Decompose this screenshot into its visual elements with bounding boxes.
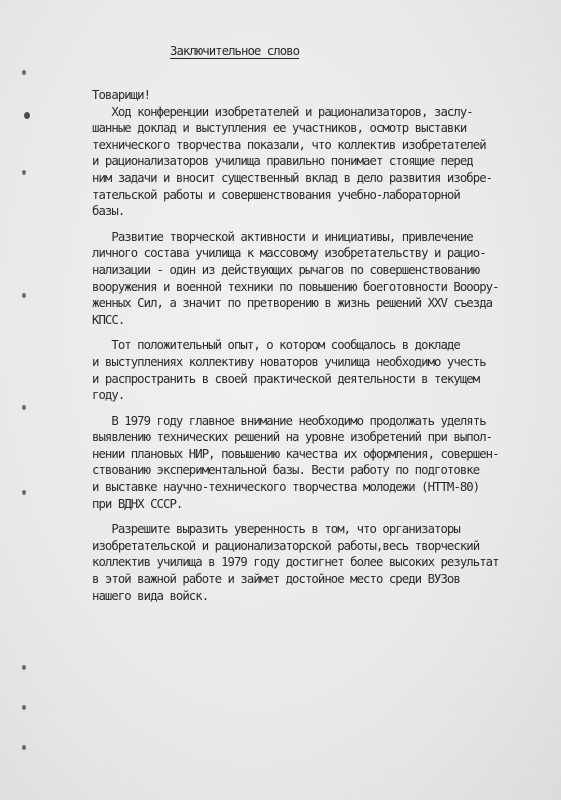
text-line: шанные доклад и выступления ее участников, осмотр выставки bbox=[92, 121, 467, 136]
text-line: Развитие творческой активности и инициативы, привлечение bbox=[92, 229, 473, 244]
binder-hole-mark bbox=[22, 70, 26, 75]
text-line: Разрешите выразить уверенность в том, что организаторы bbox=[92, 522, 460, 537]
paragraph-gap bbox=[92, 512, 499, 521]
binder-hole-mark bbox=[22, 745, 26, 750]
document-body bbox=[92, 87, 499, 604]
binder-hole-mark bbox=[22, 170, 26, 175]
text-line: женных Сил, а значит по претворению в жизнь решений XXV съезда bbox=[92, 296, 493, 311]
paragraph-gap bbox=[92, 404, 499, 413]
text-line: и выставке научно-технического творчества молодежи (НТТМ-80) bbox=[92, 480, 480, 495]
text-line: и распространить в своей практической деятельности в текущем bbox=[92, 371, 480, 386]
text-line: В 1979 году главное внимание необходимо продолжать уделять bbox=[92, 413, 486, 428]
text-line: нализации - один из действующих рычагов по совершенствованию bbox=[92, 262, 480, 277]
text-line: и выступлениях коллективу новаторов училища необходимо учесть bbox=[92, 354, 486, 369]
text-line: коллектив училища в 1979 году достигнет более высоких результат bbox=[92, 555, 499, 570]
text-line: нении плановых НИР, повышению качества их оформления, совершен- bbox=[92, 446, 499, 461]
text-line: и рационализаторов училища правильно понимает стоящие перед bbox=[92, 154, 473, 169]
text-line: Тот положительный опыт, о котором сообщалось в докладе bbox=[92, 338, 460, 353]
text-line: при ВДНХ СССР. bbox=[92, 496, 183, 511]
text-line: тательской работы и совершенствования учебно-лабораторной bbox=[92, 187, 460, 202]
binder-hole-mark bbox=[22, 490, 26, 495]
text-line: ствованию экспериментальной базы. Вести работу по подготовке bbox=[92, 463, 480, 478]
text-line: личного состава училища к массовому изобретательству и рацио- bbox=[92, 246, 486, 261]
paragraph-gap bbox=[92, 328, 499, 337]
text-line: Ход конференции изобретателей и рационализаторов, заслу- bbox=[92, 104, 473, 119]
binder-hole-mark bbox=[22, 665, 26, 670]
binder-hole-mark bbox=[24, 112, 30, 119]
text-line: изобретательской и рационализаторской работы,весь творческий bbox=[92, 538, 480, 553]
text-line: ним задачи и вносит существенный вклад в дело развития изобре- bbox=[92, 170, 493, 185]
paragraph-gap bbox=[92, 220, 499, 229]
document-title: Заключительное слово bbox=[170, 44, 300, 58]
text-line: вооружения и военной техники по повышению боеготовности Вооору- bbox=[92, 279, 499, 294]
text-line: в этой важной работе и займет достойное место среди ВУЗов bbox=[92, 572, 460, 587]
binder-hole-mark bbox=[22, 405, 26, 410]
binder-hole-mark bbox=[22, 293, 26, 298]
text-line: технического творчества показали, что коллектив изобретателей bbox=[92, 137, 486, 152]
text-line: выявлению технических решений на уровне изобретений при выпол- bbox=[92, 430, 493, 445]
binder-hole-mark bbox=[22, 705, 26, 710]
text-line: нашего вида войск. bbox=[92, 588, 209, 603]
text-line: базы. bbox=[92, 204, 125, 219]
text-line: Товарищи! bbox=[92, 88, 151, 102]
text-line: КПСС. bbox=[92, 312, 125, 327]
text-line: году. bbox=[92, 388, 125, 403]
